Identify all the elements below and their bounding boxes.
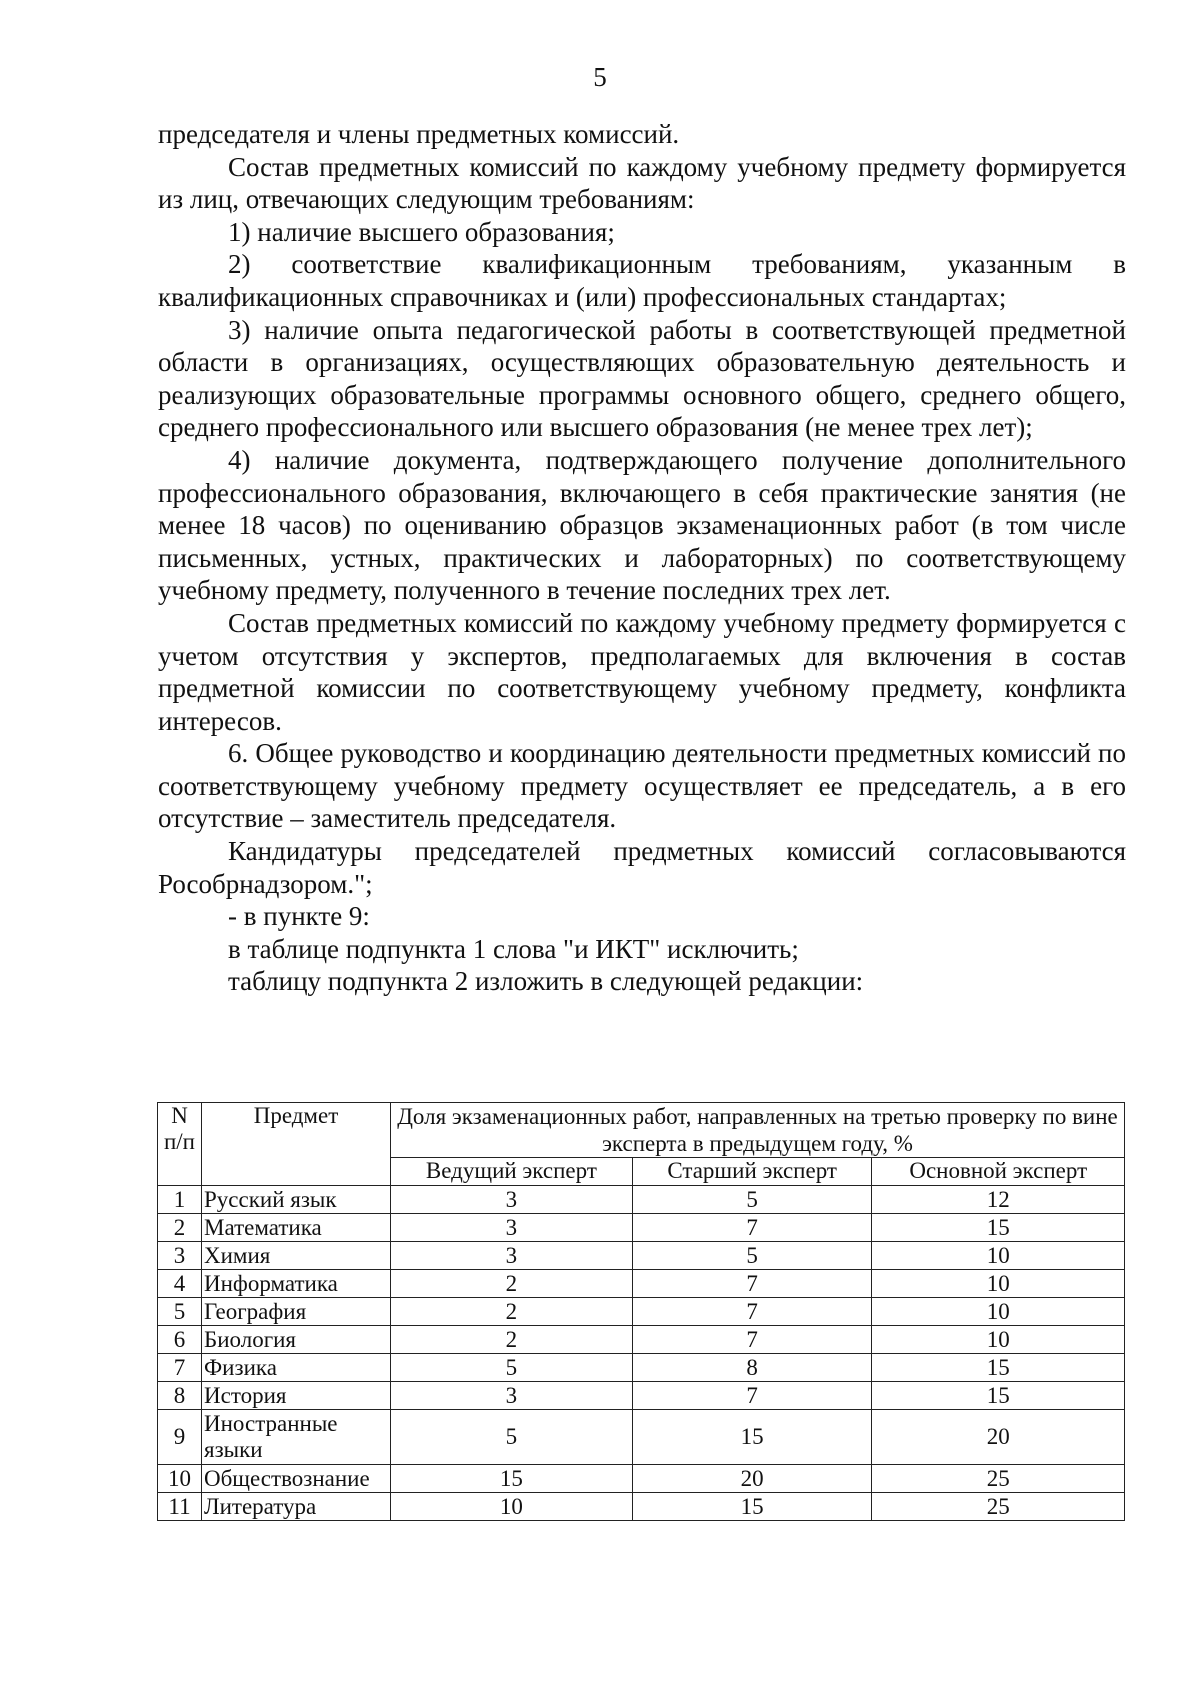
page-number: 5	[593, 62, 607, 92]
cell-senior: 7	[632, 1326, 872, 1354]
cell-subject: Физика	[202, 1354, 391, 1382]
cell-senior: 7	[632, 1270, 872, 1298]
table-row	[158, 1242, 1125, 1270]
cell-main: 10	[872, 1326, 1125, 1354]
cell-subject: Биология	[202, 1326, 391, 1354]
cell-subject: Обществознание	[202, 1465, 391, 1493]
cell-senior: 7	[632, 1298, 872, 1326]
cell-lead: 3	[391, 1214, 633, 1242]
table-header	[158, 1103, 1125, 1186]
table-row	[158, 1465, 1125, 1493]
cell-main: 10	[872, 1270, 1125, 1298]
table-row	[158, 1326, 1125, 1354]
cell-subject: Математика	[202, 1214, 391, 1242]
cell-subject: Литература	[202, 1493, 391, 1521]
cell-num: 5	[158, 1298, 202, 1326]
cell-lead: 5	[391, 1410, 633, 1465]
cell-lead: 3	[391, 1186, 633, 1214]
paragraph: 6. Общее руководство и координацию деятельности предметных комиссий по соответствующему учебному предмету осуществляет ее председатель, а в его отсутствие – заместитель председателя.	[158, 738, 1126, 834]
table-row	[158, 1354, 1125, 1382]
cell-senior: 15	[632, 1410, 872, 1465]
table-row	[158, 1298, 1125, 1326]
cell-senior: 8	[632, 1354, 872, 1382]
table-row	[158, 1382, 1125, 1410]
cell-num: 9	[158, 1410, 202, 1465]
cell-lead: 15	[391, 1465, 633, 1493]
paragraph: - в пункте 9:	[228, 901, 370, 932]
cell-subject: Русский язык	[202, 1186, 391, 1214]
cell-subject: Химия	[202, 1242, 391, 1270]
paragraph: в таблице подпункта 1 слова "и ИКТ" исключить;	[228, 933, 799, 964]
cell-senior: 7	[632, 1382, 872, 1410]
header-lead-expert: Ведущий эксперт	[391, 1158, 633, 1186]
cell-main: 20	[872, 1410, 1125, 1465]
cell-senior: 20	[632, 1465, 872, 1493]
header-num: N п/п	[158, 1103, 202, 1186]
cell-main: 12	[872, 1186, 1125, 1214]
cell-num: 10	[158, 1465, 202, 1493]
cell-num: 3	[158, 1242, 202, 1270]
cell-num: 2	[158, 1214, 202, 1242]
cell-senior: 15	[632, 1493, 872, 1521]
cell-lead: 2	[391, 1298, 633, 1326]
table-row	[158, 1493, 1125, 1521]
cell-senior: 7	[632, 1214, 872, 1242]
cell-lead: 2	[391, 1326, 633, 1354]
cell-num: 6	[158, 1326, 202, 1354]
header-share: Доля экзаменационных работ, направленных на третью проверку по вине эксперта в предыдущем году, %	[391, 1103, 1125, 1158]
paragraph: таблицу подпункта 2 изложить в следующей редакции:	[228, 966, 864, 997]
cell-main: 15	[872, 1354, 1125, 1382]
cell-senior: 5	[632, 1242, 872, 1270]
cell-lead: 10	[391, 1493, 633, 1521]
document-body	[158, 118, 1126, 998]
table-row	[158, 1410, 1125, 1465]
table-body	[158, 1186, 1125, 1521]
table-row	[158, 1186, 1125, 1214]
cell-main: 25	[872, 1493, 1125, 1521]
table-row	[158, 1214, 1125, 1242]
cell-lead: 3	[391, 1242, 633, 1270]
cell-lead: 2	[391, 1270, 633, 1298]
cell-main: 10	[872, 1298, 1125, 1326]
cell-subject: Иностранные языки	[202, 1410, 391, 1465]
list-item: 4) наличие документа, подтверждающего получение дополнительного профессионального образования, включающего в себя практические занятия (не менее 18 часов) по оцениванию образцов экзаменационных работ (в том числе письменных, устных, практических и лабораторных) по соответствующему учебному предмету, полученного в течение последних трех лет.	[158, 444, 1126, 606]
cell-lead: 5	[391, 1354, 633, 1382]
cell-main: 15	[872, 1214, 1125, 1242]
cell-subject: История	[202, 1382, 391, 1410]
exam-share-table	[157, 1102, 1125, 1521]
list-item: 2) соответствие квалификационным требованиям, указанным в квалификационных справочниках и (или) профессиональных стандартах;	[158, 249, 1126, 312]
cell-lead: 3	[391, 1382, 633, 1410]
list-item: 3) наличие опыта педагогической работы в соответствующей предметной области в организациях, осуществляющих образовательную деятельность и реализующих образовательные программы основного общего, среднего общего, среднего профессионального или высшего образования (не менее трех лет);	[158, 314, 1126, 443]
cell-num: 11	[158, 1493, 202, 1521]
paragraph: Состав предметных комиссий по каждому учебному предмету формируется из лиц, отвечающих следующим требованиям:	[158, 151, 1126, 215]
cell-subject: Информатика	[202, 1270, 391, 1298]
cell-main: 15	[872, 1382, 1125, 1410]
cell-subject: География	[202, 1298, 391, 1326]
cell-senior: 5	[632, 1186, 872, 1214]
cell-num: 1	[158, 1186, 202, 1214]
paragraph: Состав предметных комиссий по каждому учебному предмету формируется с учетом отсутствия у экспертов, предполагаемых для включения в состав предметной комиссии по соответствующему учебному предмету, конфликта интересов.	[158, 607, 1126, 736]
paragraph: председателя и члены предметных комиссий.	[158, 119, 680, 149]
list-item: 1) наличие высшего образования;	[228, 216, 615, 247]
header-main-expert: Основной эксперт	[872, 1158, 1125, 1186]
cell-num: 7	[158, 1354, 202, 1382]
cell-main: 25	[872, 1465, 1125, 1493]
table-row	[158, 1270, 1125, 1298]
cell-main: 10	[872, 1242, 1125, 1270]
cell-num: 4	[158, 1270, 202, 1298]
header-senior-expert: Старший эксперт	[632, 1158, 872, 1186]
header-subject: Предмет	[202, 1103, 391, 1186]
cell-num: 8	[158, 1382, 202, 1410]
paragraph: Кандидатуры председателей предметных комиссий согласовываются Рособрнадзором.";	[158, 836, 1126, 899]
